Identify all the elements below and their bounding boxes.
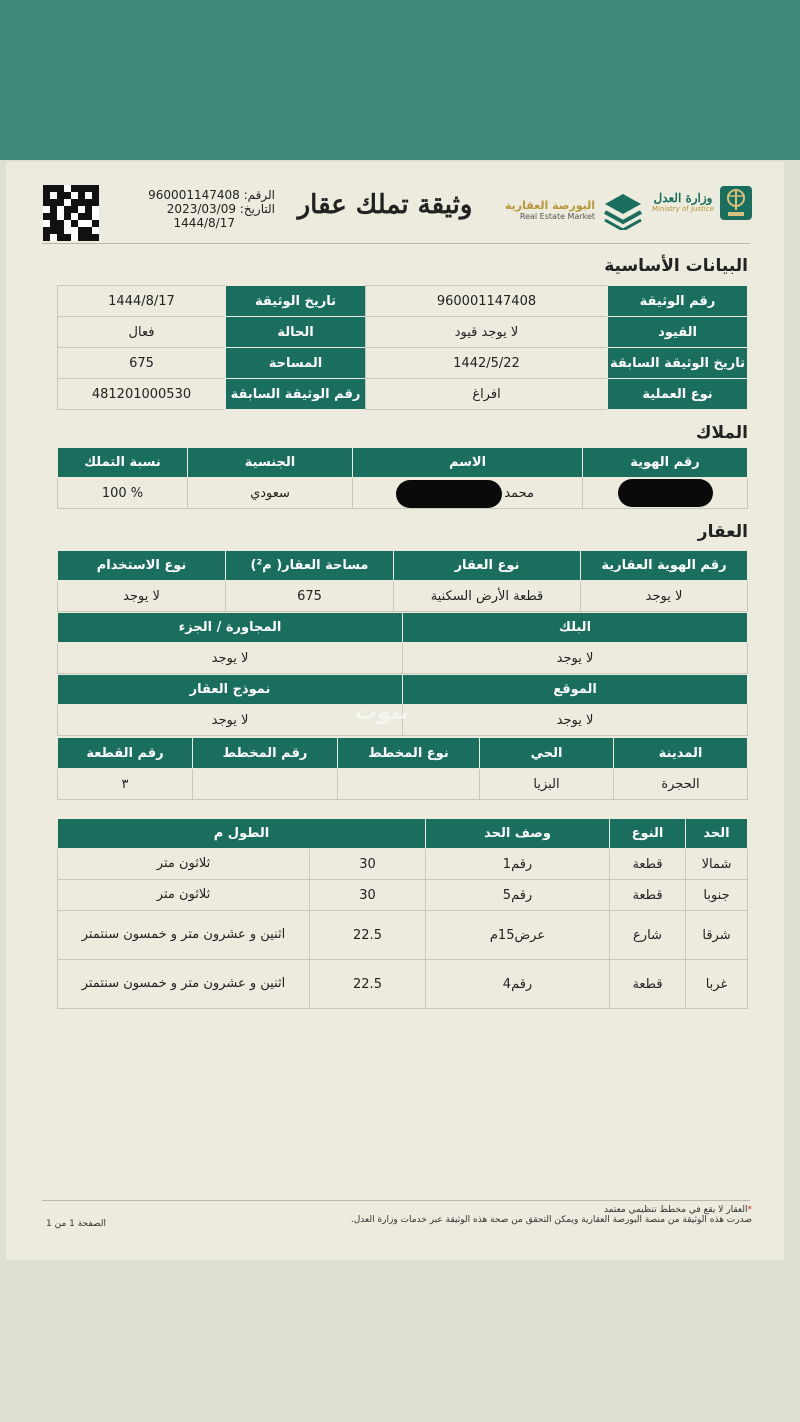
- owners-header-name: الاسم: [353, 448, 583, 478]
- owner-share: % 100: [58, 478, 188, 509]
- property-table-2: [57, 612, 748, 674]
- boundary-length: 22.5: [310, 960, 426, 1009]
- hijri-date: 1444/8/17: [173, 216, 235, 230]
- boundary-description: رقم4: [426, 960, 610, 1009]
- boundary-side: شمالا: [686, 849, 748, 880]
- rem-logo-en: Real Estate Market: [519, 212, 596, 221]
- basic-data-value: 675: [58, 348, 226, 379]
- bottom-area: [0, 1262, 800, 1422]
- rem-logo-ar: البورصة العقارية: [505, 199, 596, 212]
- property-model: لا يوجد: [58, 705, 403, 736]
- moj-logo-en: Ministry of Justice: [652, 205, 714, 213]
- basic-data-row: [58, 317, 748, 348]
- ministry-of-justice-logo: [652, 180, 754, 224]
- property-table-4: [57, 737, 748, 800]
- owner-name-cell: [353, 478, 583, 509]
- basic-data-label: نوع العملية: [608, 379, 748, 410]
- redaction-mark: [618, 479, 713, 507]
- page-number: الصفحة 1 من 1: [46, 1219, 106, 1229]
- boundary-header-type: النوع: [610, 819, 686, 849]
- basic-data-value: لا يوجد قيود: [366, 317, 608, 348]
- qr-code-icon: [43, 185, 99, 241]
- boundary-side: شرقا: [686, 911, 748, 960]
- basic-data-label: الحالة: [226, 317, 366, 348]
- number-label: الرقم:: [243, 188, 275, 202]
- owners-header-nationality: الجنسية: [188, 448, 353, 478]
- watermark: بيوت: [355, 700, 409, 725]
- owner-id-cell: [583, 478, 748, 509]
- footer-note-2: صدرت هذه الوثيقة من منصة البورصة العقارية ويمكن التحقق من صحة هذه الوثيقة عبر خدمات وزارة العدل.: [350, 1215, 752, 1225]
- owners-table: [57, 447, 748, 509]
- property-area: 675: [226, 581, 394, 612]
- property-district: البزيا: [480, 769, 614, 800]
- boundary-description: عرض15م: [426, 911, 610, 960]
- property-header-plan-type: نوع المخطط: [338, 738, 480, 769]
- boundary-header-description: وصف الحد: [426, 819, 610, 849]
- property-header-model: نموذج العقار: [58, 675, 403, 705]
- basic-data-label: رقم الوثيقة السابقة: [226, 379, 366, 410]
- owners-title: الملاك: [695, 423, 748, 443]
- property-block: لا يوجد: [403, 643, 748, 674]
- boundary-header-length: الطول م: [58, 819, 426, 849]
- property-plan-type: [338, 769, 480, 800]
- property-header-plot-number: رقم القطعة: [58, 738, 193, 769]
- boundary-length: 22.5: [310, 911, 426, 960]
- property-header-neighbor: المجاورة / الجزء: [58, 613, 403, 643]
- layers-icon: [601, 190, 645, 230]
- owner-name: محمد: [504, 486, 534, 501]
- number-value: 960001147408: [148, 188, 240, 202]
- basic-data-label: المساحة: [226, 348, 366, 379]
- footer-divider: [42, 1200, 750, 1201]
- basic-data-value: 481201000530: [58, 379, 226, 410]
- basic-data-value: 1444/8/17: [58, 286, 226, 317]
- asterisk-icon: *: [747, 1205, 752, 1215]
- boundary-row: [58, 849, 748, 880]
- owner-nationality: سعودي: [188, 478, 353, 509]
- basic-data-row: [58, 286, 748, 317]
- basic-data-value: فعال: [58, 317, 226, 348]
- property-header-location: الموقع: [403, 675, 748, 705]
- boundary-length-text: اثنين و عشرون متر و خمسون سنتمتر: [58, 911, 310, 960]
- property-usage: لا يوجد: [58, 581, 226, 612]
- boundary-row: [58, 960, 748, 1009]
- basic-data-label: تاريخ الوثيقة: [226, 286, 366, 317]
- scales-emblem-icon: [718, 180, 754, 224]
- property-header-city: المدينة: [614, 738, 748, 769]
- basic-data-label: القيود: [608, 317, 748, 348]
- basic-data-row: [58, 379, 748, 410]
- date-value: 2023/03/09: [166, 202, 236, 216]
- basic-data-value: افراغ: [366, 379, 608, 410]
- property-header-district: الحي: [480, 738, 614, 769]
- boundary-length: 30: [310, 849, 426, 880]
- property-header-real-id: رقم الهوية العقارية: [581, 551, 748, 581]
- owners-header-id: رقم الهوية: [583, 448, 748, 478]
- property-neighbor: لا يوجد: [58, 643, 403, 674]
- basic-data-row: [58, 348, 748, 379]
- boundary-description: رقم5: [426, 880, 610, 911]
- boundary-header-side: الحد: [686, 819, 748, 849]
- boundary-length-text: اثنين و عشرون متر و خمسون سنتمتر: [58, 960, 310, 1009]
- property-table-1: [57, 550, 748, 612]
- top-banner: [0, 0, 800, 160]
- real-estate-market-logo: [505, 190, 645, 230]
- moj-logo-ar: وزارة العدل: [653, 191, 713, 205]
- footer-note-1: العقار لا يقع في مخطط تنظيمي معتمد: [603, 1205, 748, 1215]
- boundary-description: رقم1: [426, 849, 610, 880]
- boundary-length-text: ثلاثون متر: [58, 849, 310, 880]
- property-type: قطعة الأرض السكنية: [394, 581, 581, 612]
- basic-data-label: رقم الوثيقة: [608, 286, 748, 317]
- owners-header-share: نسبة التملك: [58, 448, 188, 478]
- property-title: العقار: [697, 522, 748, 542]
- page-title: وثيقة تملك عقار: [297, 190, 473, 220]
- basic-data-table: [57, 285, 748, 410]
- boundary-side: جنوبا: [686, 880, 748, 911]
- boundary-side: غربا: [686, 960, 748, 1009]
- boundary-length: 30: [310, 880, 426, 911]
- property-header-area: مساحة العقار( م²): [226, 551, 394, 581]
- boundary-type: قطعة: [610, 960, 686, 1009]
- boundary-row: [58, 911, 748, 960]
- property-header-block: البلك: [403, 613, 748, 643]
- property-real-id: لا يوجد: [581, 581, 748, 612]
- basic-data-label: تاريخ الوثيقة السابقة: [608, 348, 748, 379]
- basic-data-value: 1442/5/22: [366, 348, 608, 379]
- boundaries-table: [57, 818, 748, 1009]
- basic-data-value: 960001147408: [366, 286, 608, 317]
- boundary-type: قطعة: [610, 849, 686, 880]
- boundary-row: [58, 880, 748, 911]
- property-plan-number: [193, 769, 338, 800]
- property-header-usage: نوع الاستخدام: [58, 551, 226, 581]
- document-meta: [140, 188, 275, 230]
- footer-notes: [192, 1205, 752, 1225]
- property-location: لا يوجد: [403, 705, 748, 736]
- basic-data-title: البيانات الأساسية: [604, 256, 748, 276]
- property-header-type: نوع العقار: [394, 551, 581, 581]
- property-city: الحجرة: [614, 769, 748, 800]
- redaction-mark: [396, 480, 502, 508]
- property-header-plan-number: رقم المخطط: [193, 738, 338, 769]
- boundary-type: شارع: [610, 911, 686, 960]
- date-label: التاريخ:: [239, 202, 275, 216]
- property-plot-number: ٣: [58, 769, 193, 800]
- boundary-length-text: ثلاثون متر: [58, 880, 310, 911]
- boundary-type: قطعة: [610, 880, 686, 911]
- header-divider: [42, 243, 750, 244]
